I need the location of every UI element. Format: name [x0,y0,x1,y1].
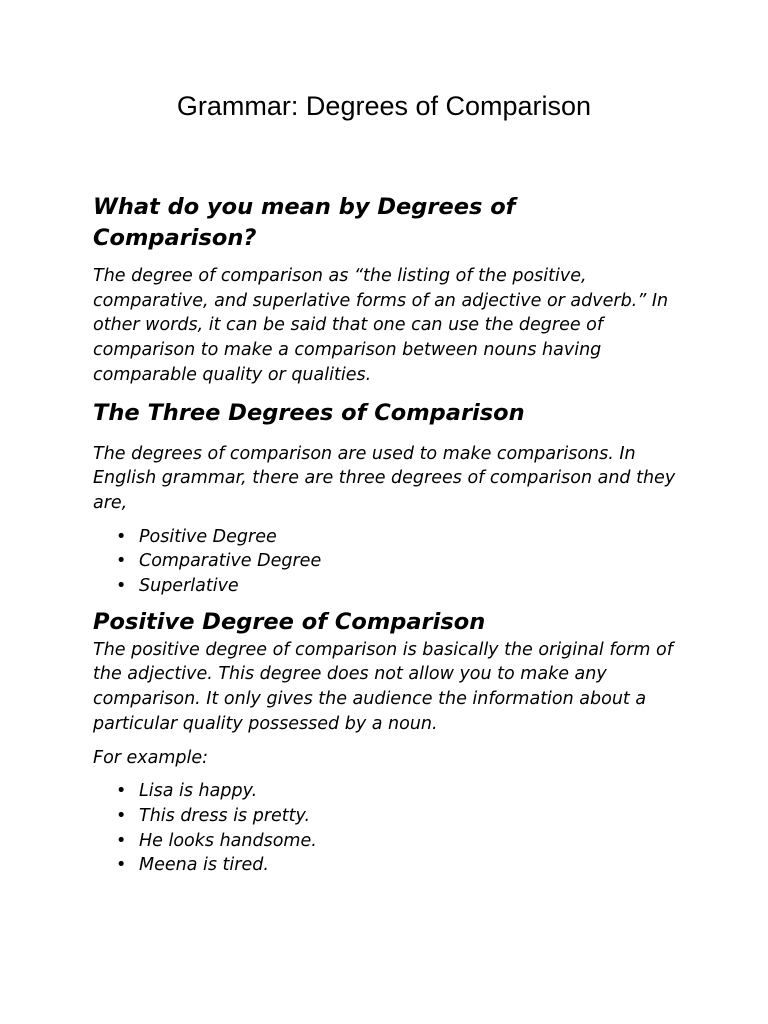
list-item [116,574,683,599]
section-paragraph-positive-degree: The positive degree of comparison is basically the original form of the adjective. This degree does not allow you to make any comparison. It only gives the audience the information about a particular quality possessed by a noun. [93,639,673,734]
list-item [116,829,683,854]
list-item-text: Comparative Degree [139,551,322,572]
bullet-icon: • [116,526,127,547]
list-item-text: He looks handsome. [139,830,317,851]
section-paragraph-three-degrees: The degrees of comparison are used to make comparisons. In English grammar, there are three degrees of comparison and they are, [93,443,676,513]
bullet-icon: • [116,576,127,597]
section-heading-positive-degree: Positive Degree of Comparison [93,608,486,635]
section-heading-what: What do you mean by Degrees of Comparison? [93,194,516,251]
bullet-icon: • [116,830,127,851]
degrees-list [93,525,683,599]
list-item [116,804,683,829]
section-paragraph-what: The degree of comparison as “the listing of the positive, comparative, and superlative forms of an adjective or adverb.” In other words, it can be said that one can use the degree of comparison to make a comparison between nouns having comparable quality or qualities. [93,266,669,385]
document-body [93,192,683,878]
list-item-text: Meena is tired. [139,855,269,876]
bullet-icon: • [116,855,127,876]
list-item-text: Positive Degree [139,526,277,547]
list-item [116,779,683,804]
list-item-text: This dress is pretty. [139,805,311,826]
example-label: For example: [93,747,209,768]
section-heading-three-degrees: The Three Degrees of Comparison [93,399,525,426]
examples-list [93,779,683,878]
bullet-icon: • [116,805,127,826]
bullet-icon: • [116,551,127,572]
page-title: Grammar: Degrees of Comparison [176,91,592,121]
list-item [116,853,683,878]
list-item-text: Superlative [139,576,239,597]
list-item [116,549,683,574]
bullet-icon: • [116,781,127,802]
list-item-text: Lisa is happy. [139,781,258,802]
list-item [116,525,683,550]
